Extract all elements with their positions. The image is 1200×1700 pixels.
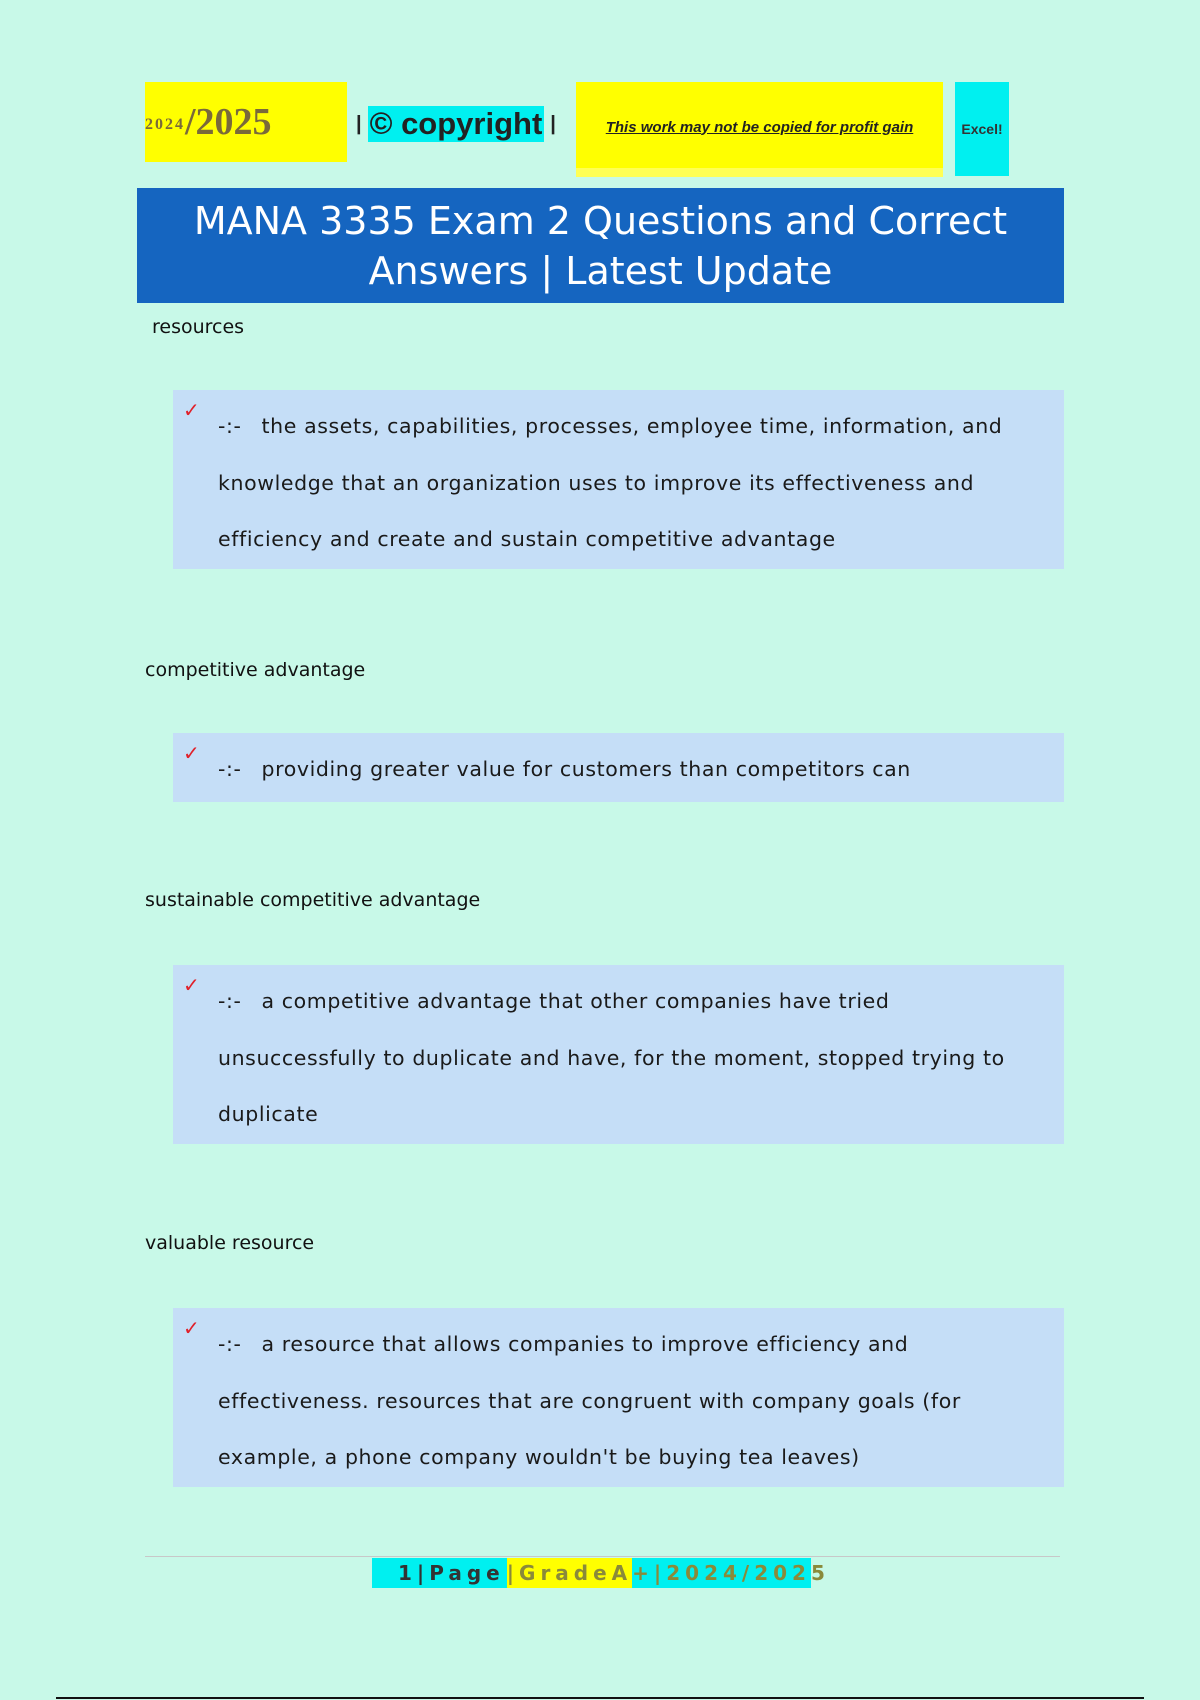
term-sustainable-competitive-advantage: sustainable competitive advantage (145, 889, 481, 911)
footer-year: +|2024/202 (632, 1558, 811, 1588)
footer-divider (145, 1556, 1060, 1557)
checkmark-icon: ✓ (183, 1316, 200, 1340)
checkmark-icon: ✓ (183, 973, 200, 997)
copyright-text: © copyright (369, 106, 543, 141)
title-banner (137, 188, 1064, 303)
copyright-label (356, 104, 556, 144)
definition-box (173, 1308, 1064, 1487)
term-resources: resources (152, 316, 245, 338)
definition-box (173, 390, 1064, 569)
copyright-pipe-right: | (550, 112, 556, 135)
bottom-divider (56, 1697, 1144, 1699)
copyright-pipe-left: | (356, 112, 362, 135)
definition-text (218, 1316, 1034, 1486)
checkmark-icon: ✓ (183, 398, 200, 422)
footer-grade: |GradeA (507, 1558, 632, 1588)
definition-body: a resource that allows companies to improve efficiency and effectiveness. resources that are congruent with company goals (for example, a phone company wouldn't be buying tea leaves) (218, 1332, 961, 1469)
year-label (145, 82, 347, 162)
definition-box (173, 965, 1064, 1144)
page-footer (372, 1558, 830, 1588)
separator: -:- (218, 1332, 242, 1356)
footer-page: 1|Page (372, 1558, 507, 1588)
separator: -:- (218, 757, 242, 781)
definition-body: a competitive advantage that other companies have tried unsuccessfully to duplicate and have, for the moment, stopped trying to duplicate (218, 989, 1005, 1126)
checkmark-icon: ✓ (183, 741, 200, 765)
definition-text (218, 398, 1034, 568)
year-big: /2025 (185, 101, 272, 143)
definition-body: providing greater value for customers than competitors can (261, 757, 911, 781)
separator: -:- (218, 989, 242, 1013)
copy-notice (576, 82, 943, 168)
year-small: 2024 (145, 116, 185, 133)
definition-text (218, 973, 1034, 1143)
definition-box (173, 733, 1064, 802)
page-title: MANA 3335 Exam 2 Questions and Correct Answers | Latest Update (193, 198, 1008, 293)
footer-year-tail: 5 (810, 1561, 830, 1585)
term-valuable-resource: valuable resource (145, 1232, 315, 1254)
notice-underbar (576, 168, 943, 177)
excel-badge: Excel! (955, 82, 1009, 176)
term-competitive-advantage: competitive advantage (145, 659, 366, 681)
definition-body: the assets, capabilities, processes, employee time, information, and knowledge that an organization uses to improve its effectiveness and efficiency and create and sustain competitive advantage (218, 414, 1003, 551)
definition-text (218, 741, 1034, 798)
copy-notice-text: This work may not be copied for profit gain (605, 118, 914, 136)
separator: -:- (218, 414, 242, 438)
